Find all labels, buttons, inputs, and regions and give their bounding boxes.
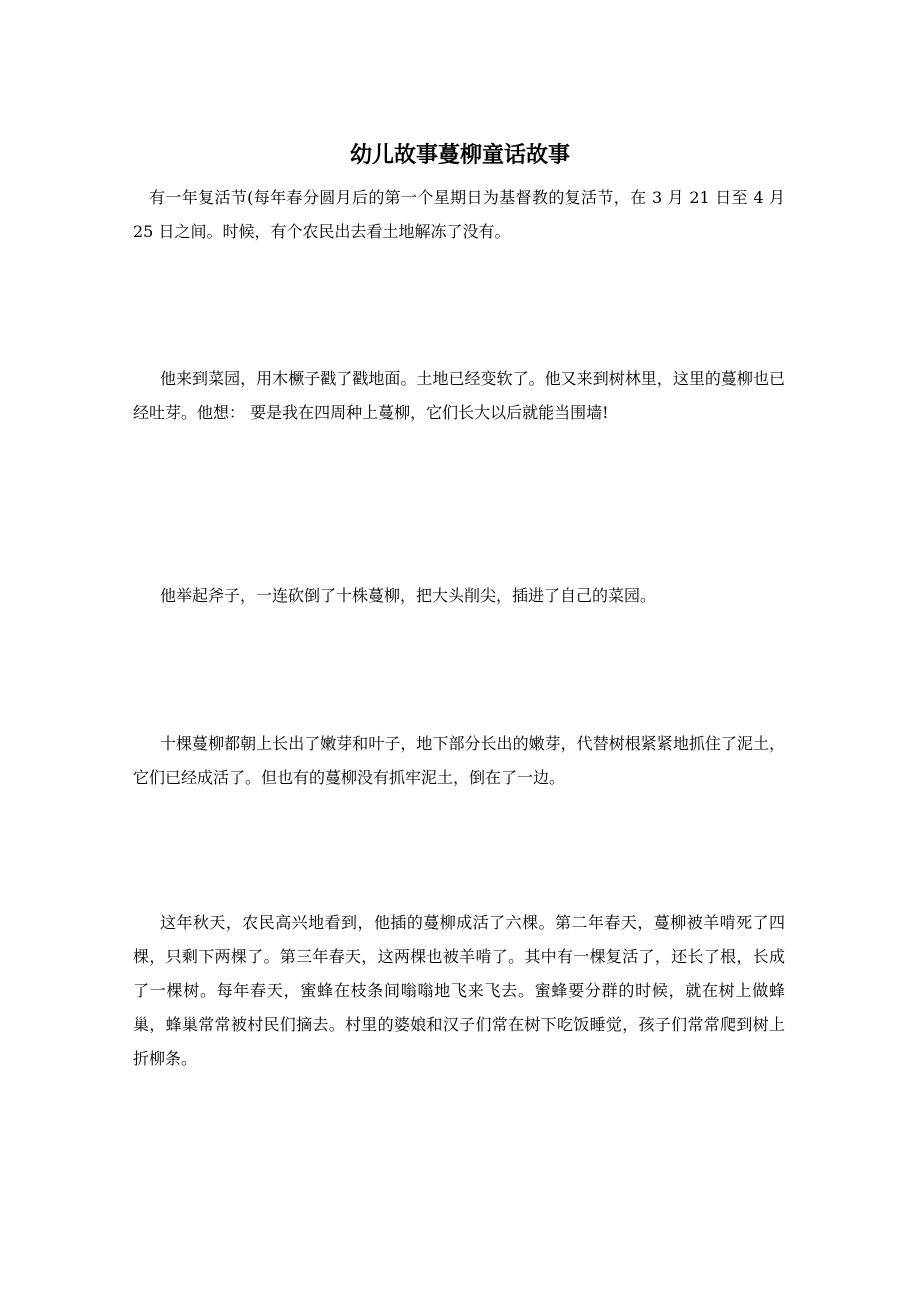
paragraph-3: 他举起斧子，一连砍倒了十株蔓柳，把大头削尖，插进了自己的菜园。 (160, 586, 657, 605)
paragraph-5: 这年秋天，农民高兴地看到，他插的蔓柳成活了六棵。第二年春天，蔓柳被羊啃死了四棵，只剩下两棵了。第三年春天，这两棵也被羊啃了。其中有一棵复活了，还长了根，长成了一棵树。每年春天，蜜蜂在枝条间嗡嗡地飞来飞去。蜜蜂要分群的时候，就在树上做蜂巢，蜂巢常常被村民们摘去。村里的婆娘和汉子们常在树下吃饭睡觉，孩子们常常爬到树上折柳条。 (133, 913, 785, 1068)
document-title: 幼儿故事蔓柳童话故事 (349, 143, 570, 168)
paragraph-2: 他来到菜园，用木橛子戳了戳地面。土地已经变软了。他又来到树林里，这里的蔓柳也已经吐芽。他想： 要是我在四周种上蔓柳，它们长大以后就能当围墙! (133, 369, 785, 422)
paragraph-4: 十棵蔓柳都朝上长出了嫩芽和叶子，地下部分长出的嫩芽，代替树根紧紧地抓住了泥土，它们已经成活了。但也有的蔓柳没有抓牢泥土，倒在了一边。 (133, 734, 785, 787)
paragraph-1: 有一年复活节(每年春分圆月后的第一个星期日为基督教的复活节，在 3 月 21 日至 4 月 25 日之间。时候，有个农民出去看土地解冻了没有。 (133, 188, 785, 241)
